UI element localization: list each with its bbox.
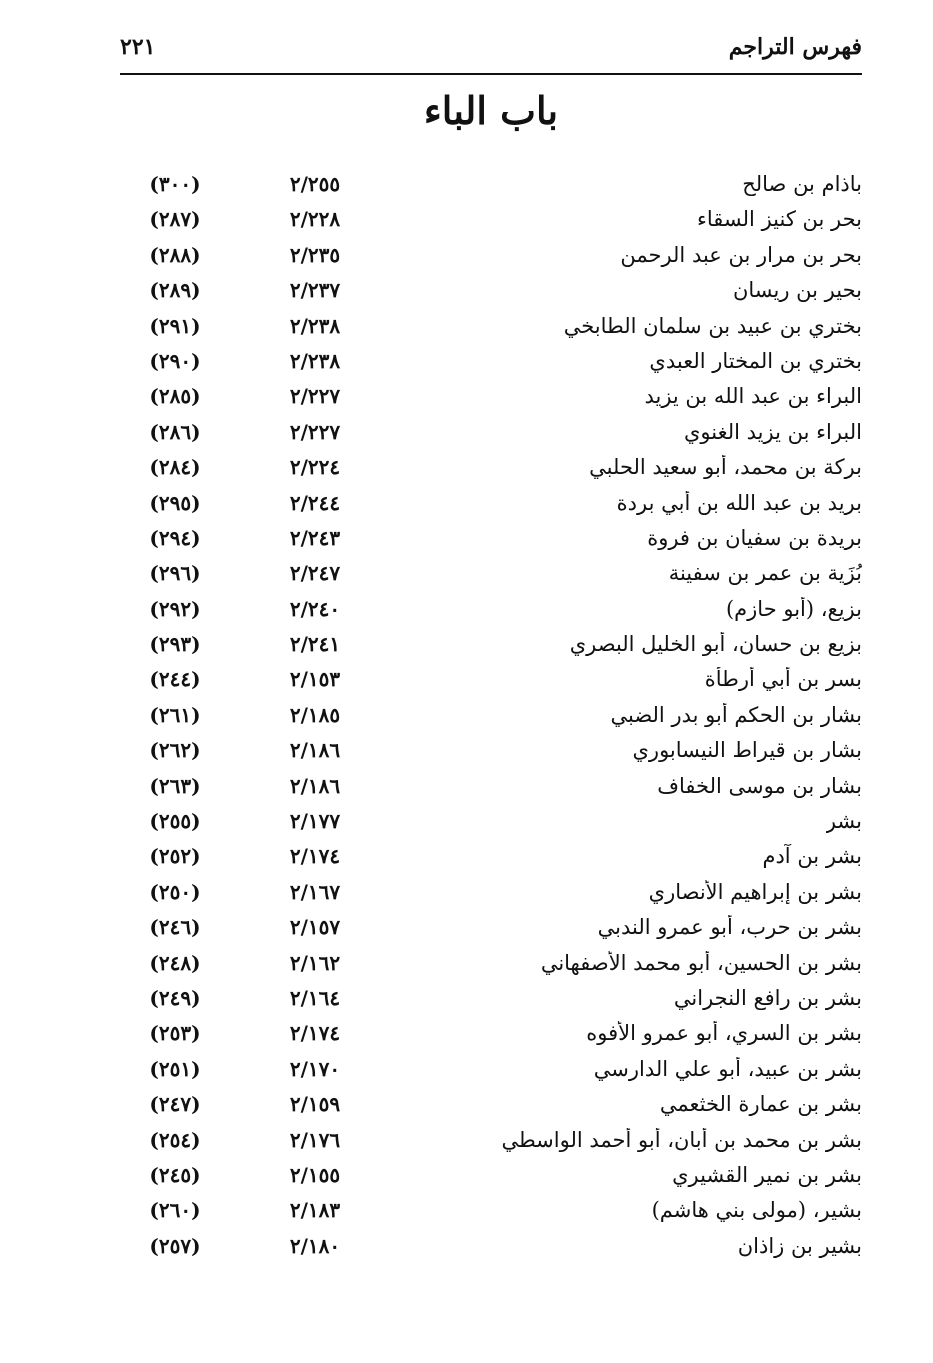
- entry-name: بشر بن السري، أبو عمرو الأفوه: [586, 1021, 862, 1046]
- section-title: باب الباء: [423, 88, 559, 133]
- entry-volume-page: ٢/٢٤٣: [289, 525, 341, 550]
- index-entry: [120, 699, 862, 734]
- index-entry: [120, 1017, 862, 1052]
- entry-number: (٢٩٢): [149, 596, 201, 621]
- entry-volume-page: ٢/١٥٧: [289, 915, 341, 940]
- entry-number: (٢٨٧): [149, 207, 201, 232]
- entry-name: بركة بن محمد، أبو سعيد الحلبي: [589, 455, 862, 480]
- index-entry: [120, 911, 862, 946]
- entry-volume-page: ٢/١٧٤: [289, 1021, 341, 1046]
- entry-name: بشر بن رافع النجراني: [673, 985, 862, 1010]
- page-number: ٢٢١: [120, 34, 156, 60]
- entry-volume-page: ٢/٢٣٨: [289, 348, 341, 373]
- entry-name: بريدة بن سفيان بن فروة: [647, 525, 862, 550]
- biography-index-list: [120, 168, 862, 1265]
- entry-name: بحر بن كنيز السقاء: [697, 207, 862, 232]
- entry-name: بشر بن عبيد، أبو علي الدارسي: [593, 1056, 862, 1081]
- entry-volume-page: ٢/١٨٦: [289, 773, 341, 798]
- entry-number: (٢٥٥): [149, 809, 201, 834]
- entry-name: بشار بن قيراط النيسابوري: [632, 738, 862, 763]
- entry-number: (٢٩٦): [149, 561, 201, 586]
- entry-name: بُزَية بن عمر بن سفينة: [668, 561, 862, 586]
- index-entry: [120, 345, 862, 380]
- entry-volume-page: ٢/١٧٦: [289, 1127, 341, 1152]
- entry-number: (٢٩٠): [149, 348, 201, 373]
- entry-number: (٢٨٥): [149, 384, 201, 409]
- entry-name: بشار بن موسى الخفاف: [657, 773, 862, 798]
- entry-volume-page: ٢/٢٢٤: [289, 455, 341, 480]
- entry-number: (٢٩٣): [149, 632, 201, 657]
- page-header: [120, 30, 862, 70]
- entry-volume-page: ٢/١٨٣: [289, 1198, 341, 1223]
- index-entry: [120, 1088, 862, 1123]
- entry-volume-page: ٢/١٦٢: [289, 950, 341, 975]
- index-entry: [120, 487, 862, 522]
- entry-number: (٢٦٠): [149, 1198, 201, 1223]
- index-entry: [120, 451, 862, 486]
- index-entry: [120, 805, 862, 840]
- entry-name: بشر بن الحسين، أبو محمد الأصفهاني: [540, 950, 862, 975]
- entry-number: (٢٦٢): [149, 738, 201, 763]
- entry-name: بشر بن نمير القشيري: [672, 1162, 862, 1187]
- entry-name: بشر بن حرب، أبو عمرو الندبي: [597, 915, 862, 940]
- entry-name: بسر بن أبي أرطأة: [704, 667, 862, 692]
- entry-number: (٢٨٤): [149, 455, 201, 480]
- entry-volume-page: ٢/١٥٩: [289, 1092, 341, 1117]
- entry-name: بريد بن عبد الله بن أبي بردة: [616, 490, 862, 515]
- entry-volume-page: ٢/٢٣٨: [289, 313, 341, 338]
- entry-volume-page: ٢/١٧٧: [289, 809, 341, 834]
- entry-name: بشار بن الحكم أبو بدر الضبي: [610, 702, 862, 727]
- index-entry: [120, 1053, 862, 1088]
- entry-number: (٢٥٣): [149, 1021, 201, 1046]
- running-title: فهرس التراجم: [728, 34, 862, 60]
- entry-name: بشر: [825, 809, 862, 834]
- entry-number: (٢٦١): [149, 702, 201, 727]
- entry-number: (٢٤٩): [149, 985, 201, 1010]
- entry-number: (٢٤٧): [149, 1092, 201, 1117]
- index-entry: [120, 628, 862, 663]
- entry-number: (٢٤٥): [149, 1162, 201, 1187]
- index-entry: [120, 203, 862, 238]
- entry-name: بشر بن محمد بن أبان، أبو أحمد الواسطي: [501, 1127, 862, 1152]
- index-entry: [120, 663, 862, 698]
- index-entry: [120, 380, 862, 415]
- index-entry: [120, 734, 862, 769]
- entry-volume-page: ٢/٢٤١: [289, 632, 341, 657]
- entry-name: بختري بن المختار العبدي: [649, 348, 862, 373]
- entry-number: (٢٨٨): [149, 242, 201, 267]
- entry-volume-page: ٢/٢٤٧: [289, 561, 341, 586]
- entry-name: بحير بن ريسان: [732, 278, 862, 303]
- index-entry: [120, 593, 862, 628]
- entry-name: بشر بن إبراهيم الأنصاري: [648, 879, 862, 904]
- entry-number: (٢٩٥): [149, 490, 201, 515]
- entry-volume-page: ٢/٢٤٠: [289, 596, 341, 621]
- index-entry: [120, 522, 862, 557]
- index-entry: [120, 557, 862, 592]
- entry-number: (٢٨٩): [149, 278, 201, 303]
- index-entry: [120, 274, 862, 309]
- entry-number: (٢٥٧): [149, 1233, 201, 1258]
- entry-name: بشير بن زاذان: [737, 1233, 862, 1258]
- entry-number: (٢٤٤): [149, 667, 201, 692]
- index-entry: [120, 239, 862, 274]
- entry-number: (٢٥١): [149, 1056, 201, 1081]
- entry-volume-page: ٢/١٧٤: [289, 844, 341, 869]
- entry-number: (٢٩١): [149, 313, 201, 338]
- index-entry: [120, 982, 862, 1017]
- entry-name: بزيع، (أبو حازم): [725, 596, 862, 621]
- index-entry: [120, 416, 862, 451]
- entry-volume-page: ٢/١٦٤: [289, 985, 341, 1010]
- index-entry: [120, 770, 862, 805]
- entry-number: (٢٤٨): [149, 950, 201, 975]
- entry-number: (٢٩٤): [149, 525, 201, 550]
- entry-number: (٢٥٤): [149, 1127, 201, 1152]
- entry-volume-page: ٢/١٥٣: [289, 667, 341, 692]
- index-entry: [120, 310, 862, 345]
- entry-volume-page: ٢/٢٤٤: [289, 490, 341, 515]
- entry-name: بختري بن عبيد بن سلمان الطابخي: [563, 313, 862, 338]
- entry-volume-page: ٢/١٨٥: [289, 702, 341, 727]
- index-entry: [120, 168, 862, 203]
- entry-name: بحر بن مرار بن عبد الرحمن: [620, 242, 862, 267]
- entry-number: (٢٦٣): [149, 773, 201, 798]
- entry-number: (٢٥٠): [149, 879, 201, 904]
- entry-volume-page: ٢/٢٣٥: [289, 242, 341, 267]
- entry-volume-page: ٢/١٥٥: [289, 1162, 341, 1187]
- entry-name: بشر بن عمارة الخثعمي: [659, 1092, 862, 1117]
- entry-name: البراء بن يزيد الغنوي: [683, 419, 862, 444]
- entry-number: (٢٤٦): [149, 915, 201, 940]
- entry-name: بزيع بن حسان، أبو الخليل البصري: [569, 632, 862, 657]
- entry-name: بشر بن آدم: [762, 844, 862, 869]
- index-entry: [120, 1194, 862, 1229]
- entry-number: (٢٥٢): [149, 844, 201, 869]
- entry-name: بشير، (مولى بني هاشم): [651, 1198, 862, 1223]
- header-divider: [120, 73, 862, 75]
- entry-volume-page: ٢/٢٢٧: [289, 384, 341, 409]
- index-entry: [120, 1230, 862, 1265]
- entry-volume-page: ٢/١٨٦: [289, 738, 341, 763]
- entry-name: باذام بن صالح: [742, 172, 862, 196]
- entry-number: (٢٨٦): [149, 419, 201, 444]
- entry-volume-page: ٢/٢٢٧: [289, 419, 341, 444]
- entry-number: (٣٠٠): [149, 172, 201, 196]
- index-entry: [120, 947, 862, 982]
- entry-volume-page: ٢/١٨٠: [289, 1233, 341, 1258]
- index-entry: [120, 876, 862, 911]
- entry-name: البراء بن عبد الله بن يزيد: [644, 384, 862, 409]
- entry-volume-page: ٢/٢٢٨: [289, 207, 341, 232]
- entry-volume-page: ٢/١٦٧: [289, 879, 341, 904]
- entry-volume-page: ٢/٢٥٥: [289, 172, 341, 196]
- entry-volume-page: ٢/١٧٠: [289, 1056, 341, 1081]
- index-entry: [120, 1124, 862, 1159]
- entry-volume-page: ٢/٢٣٧: [289, 278, 341, 303]
- index-entry: [120, 1159, 862, 1194]
- index-entry: [120, 840, 862, 875]
